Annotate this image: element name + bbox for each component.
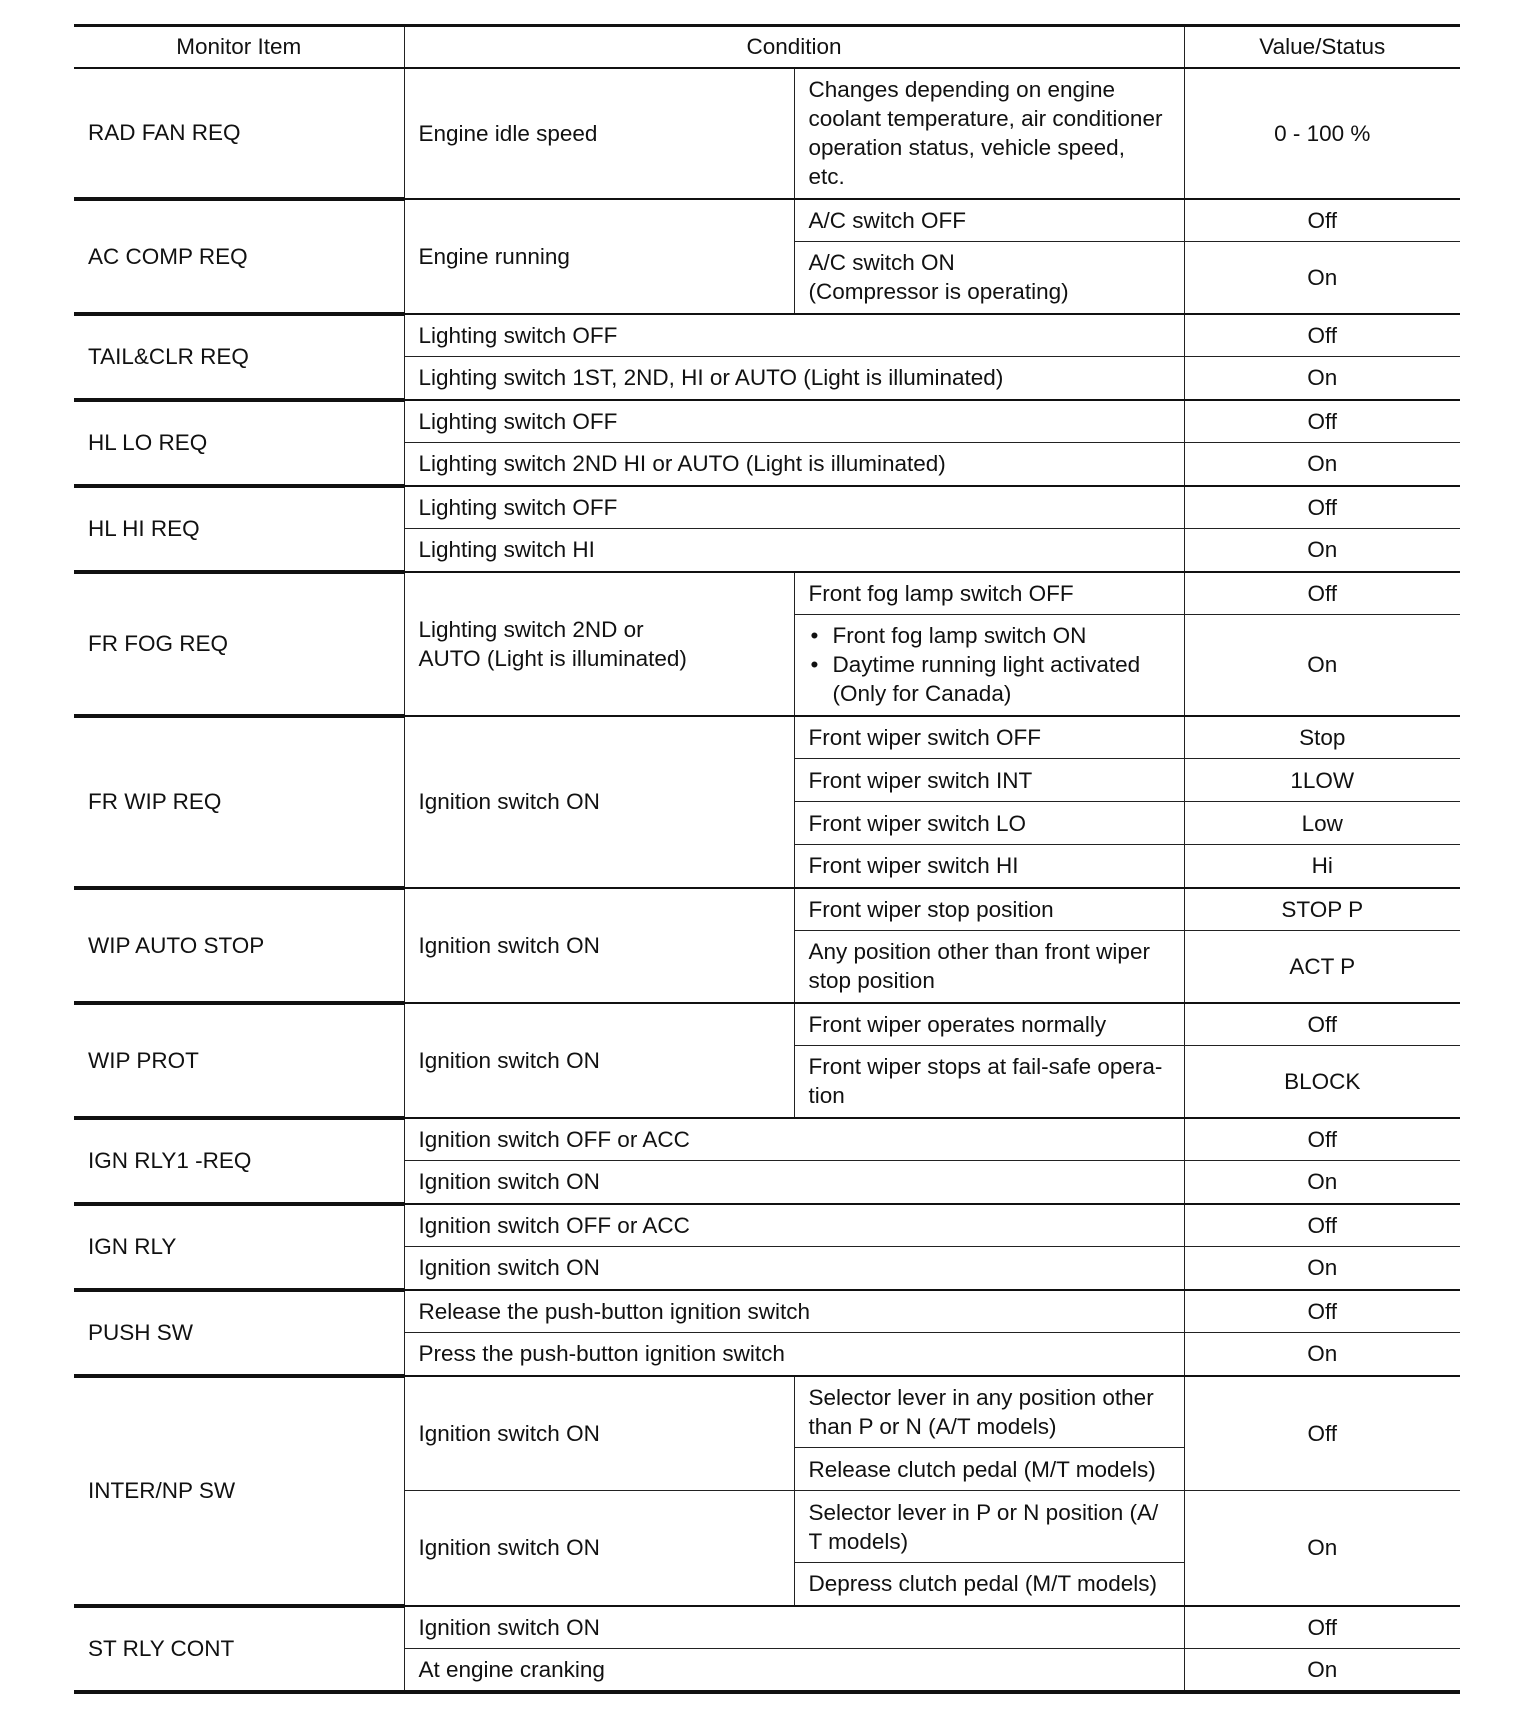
sub-condition: Front wiper stop position [794,888,1184,931]
condition-line: AUTO (Light is illuminated) [418,645,687,671]
sub-condition-line: than P or N (A/T models) [808,1413,1057,1439]
sub-condition: Front wiper switch OFF [794,716,1184,759]
table-row [74,716,1460,759]
value-status: On [1184,1161,1460,1204]
monitor-item: PUSH SW [74,1290,404,1376]
condition: Lighting switch HI [404,529,1184,572]
condition: Lighting switch OFF [404,400,1184,443]
condition: Ignition switch ON [404,888,794,1003]
value-status: On [1184,615,1460,716]
sub-condition: Depress clutch pedal (M/T models) [794,1563,1184,1606]
table-row [74,400,1460,443]
monitor-item: AC COMP REQ [74,199,404,314]
sub-condition: Front wiper switch LO [794,802,1184,845]
condition [404,572,794,716]
sub-condition: Front wiper operates normally [794,1003,1184,1046]
table-row [74,572,1460,615]
monitor-item: TAIL&CLR REQ [74,314,404,400]
sub-condition-line: operation status, vehicle speed, [808,135,1125,160]
sub-condition-line: Selector lever in any position other [808,1384,1154,1410]
bullet-item-line: • Daytime running light activated [832,652,1141,678]
condition: Press the push-button ignition switch [404,1333,1184,1376]
condition: Ignition switch OFF or ACC [404,1118,1184,1161]
table-row [74,1118,1460,1161]
monitor-table [74,24,1460,1694]
sub-condition-line: (Compressor is operating) [808,279,1069,305]
sub-condition-line: A/C switch ON [808,250,955,276]
value-status: On [1184,529,1460,572]
condition: Ignition switch ON [404,716,794,888]
sub-condition-line: Any position other than front wiper [808,939,1150,965]
monitor-table-page [74,24,1460,1694]
table-header-row [74,26,1460,68]
table-row [74,68,1460,199]
table-row [74,888,1460,931]
sub-condition-line: etc. [808,164,845,189]
monitor-item: IGN RLY1 -REQ [74,1118,404,1204]
value-status: Stop [1184,716,1460,759]
bullet-item: • Front fog lamp switch ON [809,621,1170,650]
value-status: 0 - 100 % [1184,68,1460,199]
value-status: Off [1184,199,1460,242]
sub-condition [794,1046,1184,1118]
sub-condition [794,615,1184,716]
sub-condition: Front wiper switch HI [794,845,1184,888]
value-status: Off [1184,486,1460,529]
value-status: Off [1184,1290,1460,1333]
value-status: On [1184,1491,1460,1606]
sub-condition-line: coolant temperature, air conditioner [808,106,1163,131]
monitor-item: FR WIP REQ [74,716,404,888]
sub-condition-line: stop position [808,968,935,994]
monitor-item: ST RLY CONT [74,1606,404,1692]
monitor-item: WIP PROT [74,1003,404,1118]
table-row [74,486,1460,529]
monitor-item: FR FOG REQ [74,572,404,716]
sub-condition: A/C switch OFF [794,199,1184,242]
value-status: Off [1184,1376,1460,1491]
condition: Lighting switch OFF [404,314,1184,357]
monitor-item: RAD FAN REQ [74,68,404,199]
value-status: On [1184,1333,1460,1376]
value-status: On [1184,443,1460,486]
table-row [74,314,1460,357]
condition: At engine cranking [404,1649,1184,1692]
value-status: BLOCK [1184,1046,1460,1118]
table-row [74,1003,1460,1046]
sub-condition [794,68,1184,199]
value-status: Off [1184,572,1460,615]
condition: Ignition switch ON [404,1161,1184,1204]
header-monitor-item: Monitor Item [74,26,404,68]
table-row [74,1376,1460,1448]
table-row [74,199,1460,242]
condition: Release the push-button ignition switch [404,1290,1184,1333]
value-status: Hi [1184,845,1460,888]
value-status: Off [1184,1003,1460,1046]
table-row [74,1606,1460,1649]
condition: Ignition switch ON [404,1003,794,1118]
value-status: On [1184,1247,1460,1290]
sub-condition: Front fog lamp switch OFF [794,572,1184,615]
sub-condition-line: Changes depending on engine [808,77,1116,102]
value-status: STOP P [1184,888,1460,931]
value-status: Off [1184,1204,1460,1247]
table-row [74,1290,1460,1333]
sub-condition: Front wiper switch INT [794,759,1184,802]
condition: Ignition switch OFF or ACC [404,1204,1184,1247]
bullet-item [809,650,1170,708]
monitor-item: HL LO REQ [74,400,404,486]
header-condition: Condition [404,26,1184,68]
condition: Lighting switch 2ND HI or AUTO (Light is illuminated) [404,443,1184,486]
monitor-item: HL HI REQ [74,486,404,572]
condition: Ignition switch ON [404,1376,794,1491]
sub-condition-line: Front wiper stops at fail-safe opera- [808,1054,1163,1080]
condition: Lighting switch 1ST, 2ND, HI or AUTO (Light is illuminated) [404,357,1184,400]
sub-condition [794,1491,1184,1563]
sub-condition [794,931,1184,1003]
value-status: Low [1184,802,1460,845]
value-status: On [1184,1649,1460,1692]
sub-condition-line: T models) [808,1528,909,1554]
sub-condition-line: tion [808,1083,845,1109]
sub-condition: Release clutch pedal (M/T models) [794,1448,1184,1491]
condition: Ignition switch ON [404,1606,1184,1649]
value-status: Off [1184,1118,1460,1161]
sub-condition-line: Selector lever in P or N position (A/ [808,1499,1159,1525]
condition: Engine running [404,199,794,314]
monitor-item: WIP AUTO STOP [74,888,404,1003]
sub-condition [794,242,1184,314]
condition-line: Lighting switch 2ND or [418,616,644,642]
monitor-item: IGN RLY [74,1204,404,1290]
condition: Ignition switch ON [404,1491,794,1606]
value-status: Off [1184,1606,1460,1649]
value-status: On [1184,357,1460,400]
sub-condition [794,1376,1184,1448]
monitor-item: INTER/NP SW [74,1376,404,1606]
value-status: 1LOW [1184,759,1460,802]
bullet-list [809,621,1170,708]
bullet-item-line: (Only for Canada) [832,681,1012,707]
value-status: Off [1184,400,1460,443]
value-status: Off [1184,314,1460,357]
condition: Ignition switch ON [404,1247,1184,1290]
value-status: On [1184,242,1460,314]
table-row [74,1204,1460,1247]
condition: Lighting switch OFF [404,486,1184,529]
value-status: ACT P [1184,931,1460,1003]
condition: Engine idle speed [404,68,794,199]
header-value-status: Value/Status [1184,26,1460,68]
